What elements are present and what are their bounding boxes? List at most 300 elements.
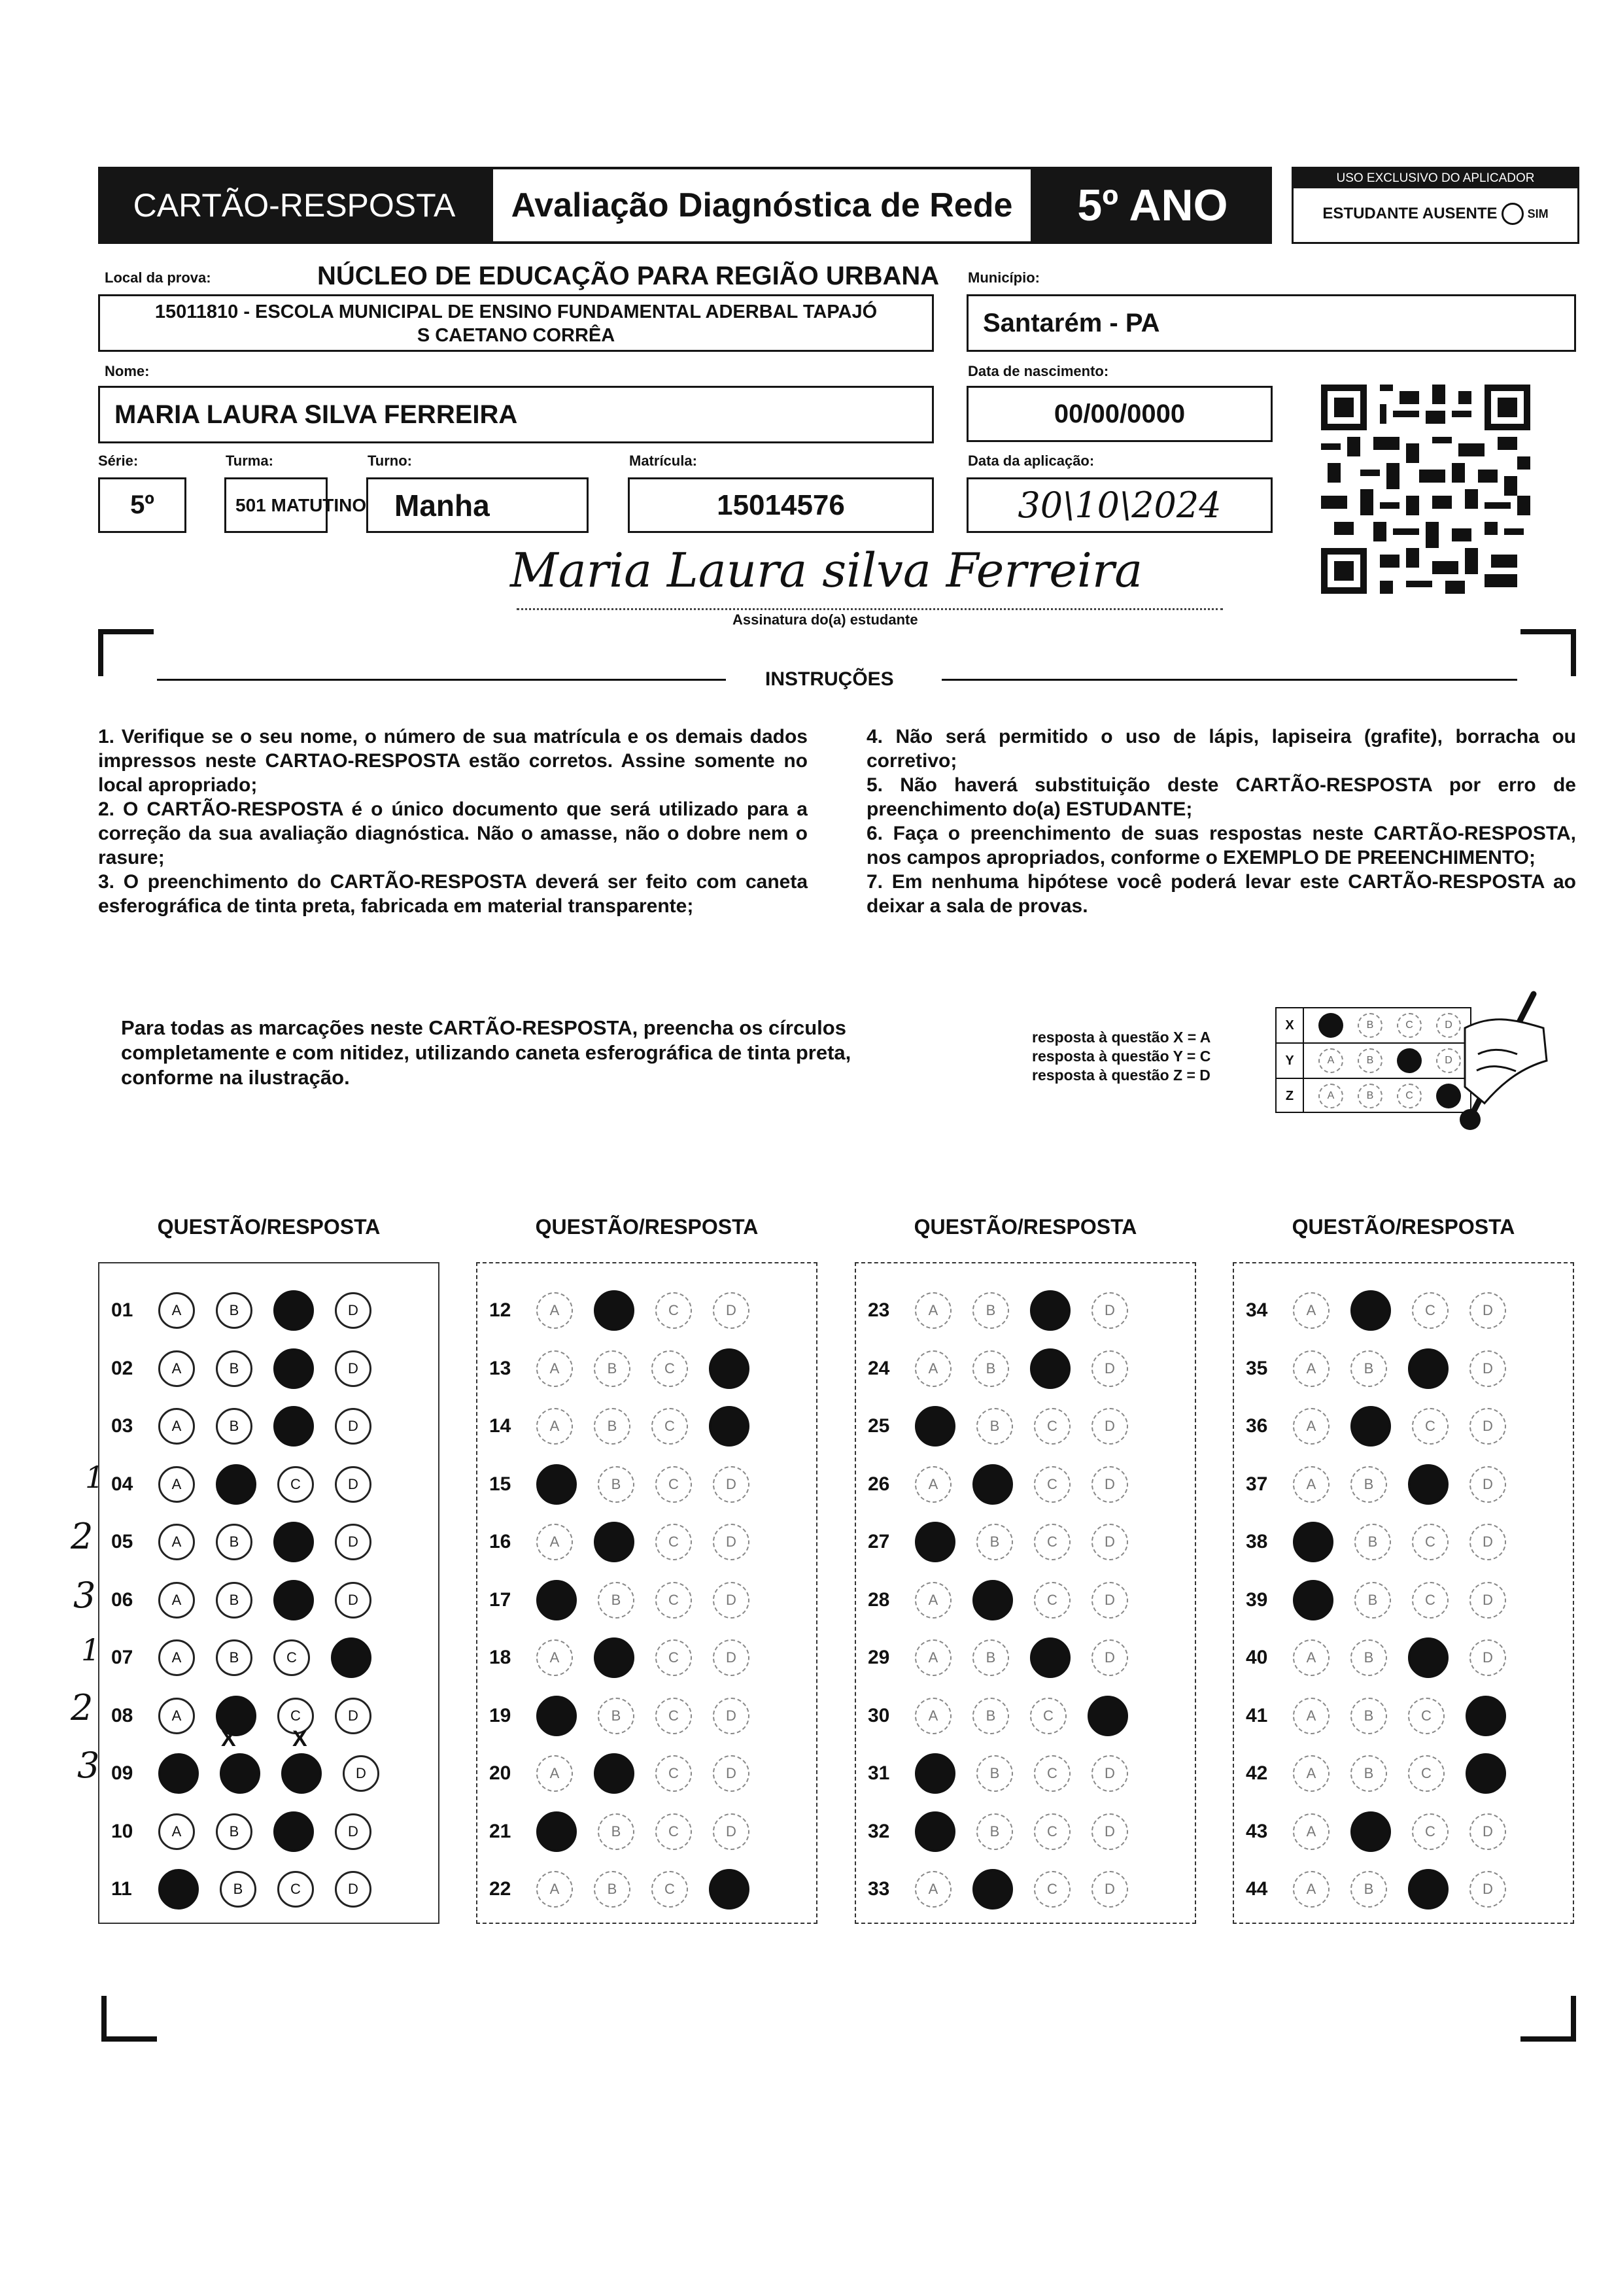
answer-bubble-c[interactable] <box>273 1348 314 1389</box>
answer-bubble-b[interactable]: B <box>598 1466 634 1503</box>
corner-mark-bottom-right <box>1520 2036 1576 2042</box>
answer-bubble-a[interactable] <box>1293 1580 1333 1620</box>
aplicacao-label: Data da aplicação: <box>968 453 1095 469</box>
answer-row <box>856 1745 1195 1802</box>
answer-bubble-b[interactable] <box>216 1464 256 1505</box>
answer-bubble-b[interactable]: B <box>972 1639 1009 1676</box>
answer-bubble-a[interactable]: A <box>536 1292 573 1329</box>
answer-bubble-d[interactable]: D <box>1469 1582 1506 1619</box>
answer-bubble-b[interactable]: B <box>220 1871 256 1908</box>
answer-bubble-c[interactable]: C <box>1408 1698 1445 1734</box>
answer-bubble-c[interactable]: C <box>277 1698 314 1734</box>
question-number: 41 <box>1246 1704 1268 1726</box>
answer-bubble-c[interactable]: C <box>1034 1582 1071 1619</box>
answer-bubble-c[interactable] <box>1408 1348 1449 1389</box>
question-number: 29 <box>868 1647 890 1668</box>
answer-column-title: QUESTÃO/RESPOSTA <box>914 1215 1137 1239</box>
answer-bubble-c[interactable]: C <box>651 1871 688 1908</box>
instruction-2: 2. O CARTÃO-RESPOSTA é o único documento que será utilizado para a correção da sua avaliação diagnóstica. Não o amasse, não o dobre nem o rasure; <box>98 798 808 868</box>
answer-bubble-d[interactable]: D <box>1091 1582 1128 1619</box>
answer-bubble-c[interactable]: C <box>655 1698 692 1734</box>
answer-bubble-d[interactable]: D <box>1091 1871 1128 1908</box>
answer-bubble-c[interactable]: C <box>1034 1466 1071 1503</box>
answer-bubble-a[interactable]: A <box>915 1350 952 1387</box>
corner-mark-bottom-left-v <box>101 1996 107 2042</box>
answer-bubble-c[interactable]: C <box>1030 1698 1067 1734</box>
answer-bubble-c[interactable]: C <box>1412 1408 1449 1445</box>
example-bubble-c: C <box>1397 1084 1422 1108</box>
answer-bubble-c[interactable] <box>1030 1290 1071 1331</box>
answer-bubble-b[interactable]: B <box>598 1582 634 1619</box>
answer-bubble-c[interactable]: C <box>655 1639 692 1676</box>
answer-bubble-d[interactable]: D <box>335 1350 371 1387</box>
example-bubble-a <box>1318 1013 1343 1038</box>
instruction-4: 4. Não será permitido o uso de lápis, lapiseira (grafite), borracha ou corretivo; <box>867 726 1576 772</box>
answer-row <box>99 1571 438 1629</box>
answer-row <box>477 1629 816 1687</box>
absent-checkbox[interactable] <box>1502 203 1524 225</box>
answer-bubble-c[interactable]: C <box>1034 1871 1071 1908</box>
x-mark: X <box>221 1726 236 1751</box>
example-bubble-c: C <box>1397 1013 1422 1038</box>
answer-bubble-a[interactable]: A <box>158 1698 195 1734</box>
answer-bubble-a[interactable]: A <box>1293 1350 1330 1387</box>
answer-bubble-c[interactable]: C <box>651 1350 688 1387</box>
card-label-text: CARTÃO-RESPOSTA <box>133 187 456 224</box>
answer-bubble-c[interactable]: C <box>273 1639 310 1676</box>
answer-row <box>1234 1282 1573 1339</box>
answer-bubble-d[interactable]: D <box>1091 1292 1128 1329</box>
answer-bubble-a[interactable]: A <box>915 1292 952 1329</box>
question-number: 03 <box>111 1415 133 1437</box>
answer-bubble-a[interactable]: A <box>1293 1292 1330 1329</box>
answer-bubble-b[interactable]: B <box>216 1813 252 1850</box>
corner-mark-bottom-left <box>101 2036 157 2042</box>
answer-row <box>1234 1860 1573 1918</box>
answer-bubble-b[interactable]: B <box>972 1350 1009 1387</box>
answer-bubble-b[interactable] <box>1350 1290 1391 1331</box>
answer-bubble-a[interactable]: A <box>1293 1639 1330 1676</box>
answer-bubble-d[interactable] <box>709 1869 749 1910</box>
grade-label <box>1033 167 1272 244</box>
nascimento-value: 00/00/0000 <box>1054 399 1186 428</box>
answer-bubble-b[interactable] <box>1350 1811 1391 1852</box>
exam-title <box>490 167 1033 244</box>
question-number: 15 <box>489 1473 511 1495</box>
municipio-label: Município: <box>968 269 1040 286</box>
answer-bubble-c[interactable] <box>273 1406 314 1447</box>
answer-row <box>1234 1397 1573 1455</box>
answer-bubble-a[interactable]: A <box>915 1639 952 1676</box>
answer-bubble-b[interactable]: B <box>216 1582 252 1619</box>
answer-bubble-d[interactable] <box>709 1406 749 1447</box>
answer-bubble-b[interactable]: B <box>594 1408 630 1445</box>
answer-bubble-a[interactable]: A <box>536 1755 573 1792</box>
answer-bubble-c[interactable]: C <box>655 1292 692 1329</box>
question-number: 19 <box>489 1704 511 1726</box>
answer-bubble-d[interactable]: D <box>1469 1639 1506 1676</box>
serie-label: Série: <box>98 453 139 469</box>
answer-bubble-a[interactable]: A <box>158 1813 195 1850</box>
answer-bubble-a[interactable]: A <box>915 1582 952 1619</box>
fill-note: Para todas as marcações neste CARTÃO-RESPOSTA, preencha os círculos completamente e com nitidez, utilizando caneta esferográfica de tinta preta, conforme na ilustração. <box>121 1016 851 1089</box>
answer-bubble-c[interactable]: C <box>1034 1524 1071 1560</box>
answer-bubble-c[interactable] <box>281 1753 322 1794</box>
answer-row <box>477 1397 816 1455</box>
example-question: Z <box>1277 1079 1304 1113</box>
answer-bubble-c[interactable]: C <box>1412 1524 1449 1560</box>
signature-label: Assinatura do(a) estudante <box>732 611 918 628</box>
answer-bubble-c[interactable] <box>1030 1637 1071 1678</box>
answer-row <box>1234 1745 1573 1802</box>
answer-bubble-a[interactable]: A <box>158 1582 195 1619</box>
answer-bubble-c[interactable] <box>1408 1869 1449 1910</box>
answer-bubble-a[interactable] <box>536 1580 577 1620</box>
answer-bubble-d[interactable]: D <box>335 1292 371 1329</box>
answer-bubble-b[interactable]: B <box>216 1292 252 1329</box>
question-number: 04 <box>111 1473 133 1495</box>
answer-bubble-b[interactable]: B <box>1350 1639 1387 1676</box>
grade-label-text: 5º ANO <box>1077 180 1228 230</box>
answer-bubble-a[interactable] <box>536 1811 577 1852</box>
answer-bubble-a[interactable]: A <box>915 1698 952 1734</box>
answer-bubble-a[interactable]: A <box>915 1871 952 1908</box>
answer-bubble-c[interactable]: C <box>277 1871 314 1908</box>
answer-bubble-a[interactable]: A <box>536 1639 573 1676</box>
answer-bubble-d[interactable]: D <box>1469 1350 1506 1387</box>
answer-bubble-c[interactable]: C <box>1412 1292 1449 1329</box>
margin-note: 3 <box>73 1575 96 1616</box>
answer-bubble-c[interactable]: C <box>1412 1813 1449 1850</box>
answer-row <box>99 1340 438 1397</box>
answer-bubble-d[interactable]: D <box>335 1813 371 1850</box>
answer-row <box>477 1456 816 1513</box>
answer-bubble-a[interactable]: A <box>915 1466 952 1503</box>
answer-bubble-d[interactable]: D <box>335 1871 371 1908</box>
answer-bubble-a[interactable]: A <box>158 1639 195 1676</box>
answer-bubble-d[interactable]: D <box>713 1755 749 1792</box>
answer-bubble-c[interactable] <box>273 1290 314 1331</box>
question-number: 07 <box>111 1647 133 1668</box>
answer-bubble-d[interactable]: D <box>1469 1871 1506 1908</box>
answer-bubble-a[interactable]: A <box>158 1292 195 1329</box>
instruction-6: 6. Faça o preenchimento de suas respostas neste CARTÃO-RESPOSTA, nos campos apropriados, conforme o EXEMPLO DE PREENCHIMENTO; <box>867 823 1576 868</box>
answer-bubble-a[interactable]: A <box>1293 1755 1330 1792</box>
corner-mark-top-right-v <box>1571 629 1576 676</box>
answer-bubble-d[interactable]: D <box>1091 1813 1128 1850</box>
answer-bubble-d[interactable] <box>1088 1696 1128 1736</box>
answer-bubble-b[interactable]: B <box>216 1639 252 1676</box>
applicator-box <box>1292 167 1579 244</box>
answer-bubble-b[interactable]: B <box>1350 1755 1387 1792</box>
answer-row <box>477 1687 816 1745</box>
answer-bubble-c[interactable] <box>273 1580 314 1620</box>
nascimento-label: Data de nascimento: <box>968 363 1109 379</box>
answer-bubble-d[interactable]: D <box>713 1524 749 1560</box>
answer-bubble-b[interactable]: B <box>1354 1524 1391 1560</box>
answer-bubble-b[interactable] <box>594 1290 634 1331</box>
turma-label: Turma: <box>226 453 273 469</box>
question-number: 10 <box>111 1820 133 1842</box>
region-name: NÚCLEO DE EDUCAÇÃO PARA REGIÃO URBANA <box>317 262 940 290</box>
answer-bubble-c[interactable]: C <box>277 1466 314 1503</box>
answer-row <box>856 1456 1195 1513</box>
answer-bubble-a[interactable] <box>536 1464 577 1505</box>
answer-bubble-b[interactable]: B <box>976 1408 1013 1445</box>
answer-bubble-d[interactable]: D <box>335 1408 371 1445</box>
answer-bubble-d[interactable]: D <box>713 1813 749 1850</box>
answer-row <box>856 1571 1195 1629</box>
answer-bubble-d[interactable]: D <box>343 1755 379 1792</box>
answer-bubble-c[interactable]: C <box>655 1755 692 1792</box>
margin-note: 1 <box>81 1632 101 1668</box>
question-number: 24 <box>868 1357 890 1379</box>
example-bubble-a: A <box>1318 1084 1343 1108</box>
answer-bubble-c[interactable]: C <box>655 1466 692 1503</box>
answer-bubble-a[interactable] <box>1293 1522 1333 1562</box>
question-number: 25 <box>868 1415 890 1437</box>
answer-row <box>477 1571 816 1629</box>
answer-bubble-b[interactable]: B <box>1350 1350 1387 1387</box>
question-number: 30 <box>868 1704 890 1726</box>
answer-bubble-d[interactable]: D <box>1469 1408 1506 1445</box>
question-number: 42 <box>1246 1762 1268 1784</box>
answer-bubble-d[interactable]: D <box>713 1698 749 1734</box>
answer-bubble-d[interactable]: D <box>1469 1813 1506 1850</box>
x-mark: X <box>292 1726 307 1751</box>
example-bubble-d: D <box>1436 1013 1461 1038</box>
answer-bubble-a[interactable]: A <box>158 1350 195 1387</box>
answer-bubble-a[interactable]: A <box>1293 1871 1330 1908</box>
matricula-field <box>628 477 934 533</box>
question-number: 18 <box>489 1647 511 1668</box>
answer-bubble-a[interactable]: A <box>158 1524 195 1560</box>
answer-bubble-b[interactable]: B <box>1350 1466 1387 1503</box>
answer-bubble-a[interactable] <box>915 1753 955 1794</box>
answer-bubble-c[interactable]: C <box>655 1524 692 1560</box>
answer-column <box>98 1262 439 1924</box>
matricula-label: Matrícula: <box>629 453 697 469</box>
answer-bubble-c[interactable]: C <box>1408 1755 1445 1792</box>
answer-column <box>1233 1262 1574 1924</box>
answer-bubble-d[interactable]: D <box>1091 1639 1128 1676</box>
turno-field <box>366 477 589 533</box>
answer-row <box>1234 1571 1573 1629</box>
answer-bubble-a[interactable] <box>915 1522 955 1562</box>
example-question: X <box>1277 1008 1304 1042</box>
answer-bubble-d[interactable]: D <box>335 1698 371 1734</box>
answer-bubble-b[interactable]: B <box>1350 1871 1387 1908</box>
answer-bubble-a[interactable]: A <box>1293 1408 1330 1445</box>
answer-bubble-a[interactable] <box>158 1753 199 1794</box>
answer-bubble-d[interactable]: D <box>713 1466 749 1503</box>
answer-bubble-d[interactable]: D <box>1091 1350 1128 1387</box>
example-bubble-b: B <box>1358 1013 1382 1038</box>
answer-bubble-c[interactable]: C <box>1034 1408 1071 1445</box>
answer-bubble-c[interactable]: C <box>1412 1582 1449 1619</box>
answer-row <box>1234 1629 1573 1687</box>
answer-bubble-a[interactable]: A <box>158 1408 195 1445</box>
answer-bubble-a[interactable]: A <box>1293 1466 1330 1503</box>
answer-row <box>856 1397 1195 1455</box>
instruction-3: 3. O preenchimento do CARTÃO-RESPOSTA deverá ser feito com caneta esferográfica de tinta preta, fabricada em material transparente; <box>98 871 808 917</box>
answer-bubble-a[interactable]: A <box>158 1466 195 1503</box>
answer-bubble-b[interactable] <box>594 1637 634 1678</box>
answer-bubble-d[interactable]: D <box>1091 1408 1128 1445</box>
answer-bubble-b[interactable] <box>1350 1406 1391 1447</box>
example-bubble-a: A <box>1318 1048 1343 1073</box>
answer-bubble-a[interactable] <box>158 1869 199 1910</box>
answer-bubble-c[interactable]: C <box>1034 1813 1071 1850</box>
answer-bubble-b[interactable]: B <box>1354 1582 1391 1619</box>
answer-bubble-b[interactable]: B <box>976 1524 1013 1560</box>
margin-note: 1 <box>85 1460 105 1495</box>
aplicacao-field <box>967 477 1273 533</box>
example-line-y: resposta à questão Y = C <box>1032 1048 1211 1065</box>
answer-bubble-d[interactable]: D <box>1469 1292 1506 1329</box>
answer-bubble-a[interactable]: A <box>536 1871 573 1908</box>
question-number: 33 <box>868 1878 890 1900</box>
answer-bubble-b[interactable] <box>972 1580 1013 1620</box>
answer-row <box>1234 1513 1573 1571</box>
question-number: 05 <box>111 1531 133 1552</box>
answer-bubble-a[interactable] <box>915 1406 955 1447</box>
answer-bubble-d[interactable] <box>709 1348 749 1389</box>
answer-bubble-b[interactable] <box>594 1522 634 1562</box>
answer-row <box>856 1629 1195 1687</box>
question-number: 12 <box>489 1299 511 1321</box>
answer-bubble-a[interactable]: A <box>536 1408 573 1445</box>
question-number: 14 <box>489 1415 511 1437</box>
answer-bubble-d[interactable]: D <box>1469 1524 1506 1560</box>
answer-row <box>99 1860 438 1918</box>
example-line-x: resposta à questão X = A <box>1032 1029 1211 1046</box>
answer-bubble-b[interactable] <box>594 1753 634 1794</box>
answer-bubble-d[interactable]: D <box>335 1582 371 1619</box>
municipio-value: Santarém - PA <box>983 308 1160 337</box>
answer-bubble-d[interactable]: D <box>1091 1466 1128 1503</box>
answer-bubble-b[interactable]: B <box>1350 1698 1387 1734</box>
question-number: 13 <box>489 1357 511 1379</box>
answer-bubble-d[interactable]: D <box>1091 1524 1128 1560</box>
answer-row <box>1234 1803 1573 1860</box>
question-number: 44 <box>1246 1878 1268 1900</box>
answer-bubble-d[interactable]: D <box>713 1639 749 1676</box>
answer-bubble-c[interactable]: C <box>651 1408 688 1445</box>
answer-bubble-a[interactable]: A <box>536 1524 573 1560</box>
municipio-field <box>967 294 1576 352</box>
answer-column-title: QUESTÃO/RESPOSTA <box>157 1215 381 1239</box>
answer-bubble-c[interactable] <box>1408 1637 1449 1678</box>
instructions-rule-left <box>157 679 726 681</box>
answer-bubble-d[interactable] <box>1466 1696 1506 1736</box>
answer-bubble-b[interactable]: B <box>598 1813 634 1850</box>
answer-bubble-d[interactable]: D <box>1091 1755 1128 1792</box>
answer-bubble-a[interactable] <box>915 1811 955 1852</box>
answer-bubble-b[interactable]: B <box>594 1871 630 1908</box>
answer-column-title: QUESTÃO/RESPOSTA <box>1292 1215 1515 1239</box>
turno-label: Turno: <box>368 453 413 469</box>
answer-bubble-b[interactable]: B <box>976 1755 1013 1792</box>
answer-bubble-b[interactable]: B <box>216 1350 252 1387</box>
answer-bubble-b[interactable]: B <box>976 1813 1013 1850</box>
answer-row <box>856 1803 1195 1860</box>
question-number: 32 <box>868 1820 890 1842</box>
answer-bubble-d[interactable]: D <box>335 1524 371 1560</box>
answer-row <box>856 1687 1195 1745</box>
turno-value: Manha <box>394 488 490 523</box>
answer-bubble-d[interactable]: D <box>335 1466 371 1503</box>
school-line-2: S CAETANO CORRÊA <box>417 325 615 346</box>
instructions-right <box>867 725 1576 918</box>
answer-bubble-a[interactable]: A <box>1293 1813 1330 1850</box>
answer-bubble-b[interactable]: B <box>972 1292 1009 1329</box>
answer-bubble-b[interactable]: B <box>216 1524 252 1560</box>
answer-bubble-c[interactable]: C <box>655 1582 692 1619</box>
signature: Maria Laura silva Ferreira <box>510 543 1143 598</box>
school-field <box>98 294 934 352</box>
answer-bubble-b[interactable]: B <box>972 1698 1009 1734</box>
question-number: 01 <box>111 1299 133 1321</box>
answer-bubble-a[interactable]: A <box>536 1350 573 1387</box>
answer-bubble-b[interactable]: B <box>598 1698 634 1734</box>
nome-label: Nome: <box>105 363 150 379</box>
answer-row <box>477 1803 816 1860</box>
question-number: 20 <box>489 1762 511 1784</box>
answer-row <box>856 1513 1195 1571</box>
answer-bubble-d[interactable]: D <box>713 1292 749 1329</box>
instructions-rule-right <box>942 679 1517 681</box>
margin-note: 3 <box>77 1745 100 1786</box>
qr-code <box>1321 385 1530 594</box>
answer-row <box>99 1745 438 1802</box>
answer-bubble-c[interactable] <box>1030 1348 1071 1389</box>
answer-bubble-b[interactable]: B <box>594 1350 630 1387</box>
answer-row <box>856 1340 1195 1397</box>
local-label: Local da prova: <box>105 269 211 286</box>
card-label <box>98 167 490 244</box>
question-number: 16 <box>489 1531 511 1552</box>
answer-bubble-c[interactable] <box>273 1811 314 1852</box>
answer-bubble-b[interactable] <box>972 1869 1013 1910</box>
answer-bubble-d[interactable] <box>1466 1753 1506 1794</box>
question-number: 11 <box>111 1878 132 1900</box>
question-number: 22 <box>489 1878 511 1900</box>
answer-row <box>99 1397 438 1455</box>
answer-bubble-d[interactable] <box>331 1637 371 1678</box>
example-line-z: resposta à questão Z = D <box>1032 1067 1210 1084</box>
margin-note: 2 <box>71 1516 94 1557</box>
answer-bubble-b[interactable]: B <box>216 1408 252 1445</box>
answer-bubble-c[interactable] <box>1408 1464 1449 1505</box>
answer-bubble-a[interactable] <box>536 1696 577 1736</box>
answer-bubble-a[interactable]: A <box>1293 1698 1330 1734</box>
answer-column <box>855 1262 1196 1924</box>
school-line-1: 15011810 - ESCOLA MUNICIPAL DE ENSINO FUNDAMENTAL ADERBAL TAPAJÓ <box>154 301 878 322</box>
answer-bubble-c[interactable]: C <box>1034 1755 1071 1792</box>
answer-bubble-b[interactable] <box>972 1464 1013 1505</box>
answer-bubble-b[interactable] <box>220 1753 260 1794</box>
question-number: 17 <box>489 1588 511 1611</box>
instructions-left <box>98 725 808 918</box>
answer-bubble-d[interactable]: D <box>713 1582 749 1619</box>
example-legend <box>1032 1028 1210 1085</box>
answer-bubble-c[interactable] <box>273 1522 314 1562</box>
answer-bubble-d[interactable]: D <box>1469 1466 1506 1503</box>
answer-row <box>1234 1687 1573 1745</box>
answer-bubble-c[interactable]: C <box>655 1813 692 1850</box>
question-number: 37 <box>1246 1473 1268 1495</box>
